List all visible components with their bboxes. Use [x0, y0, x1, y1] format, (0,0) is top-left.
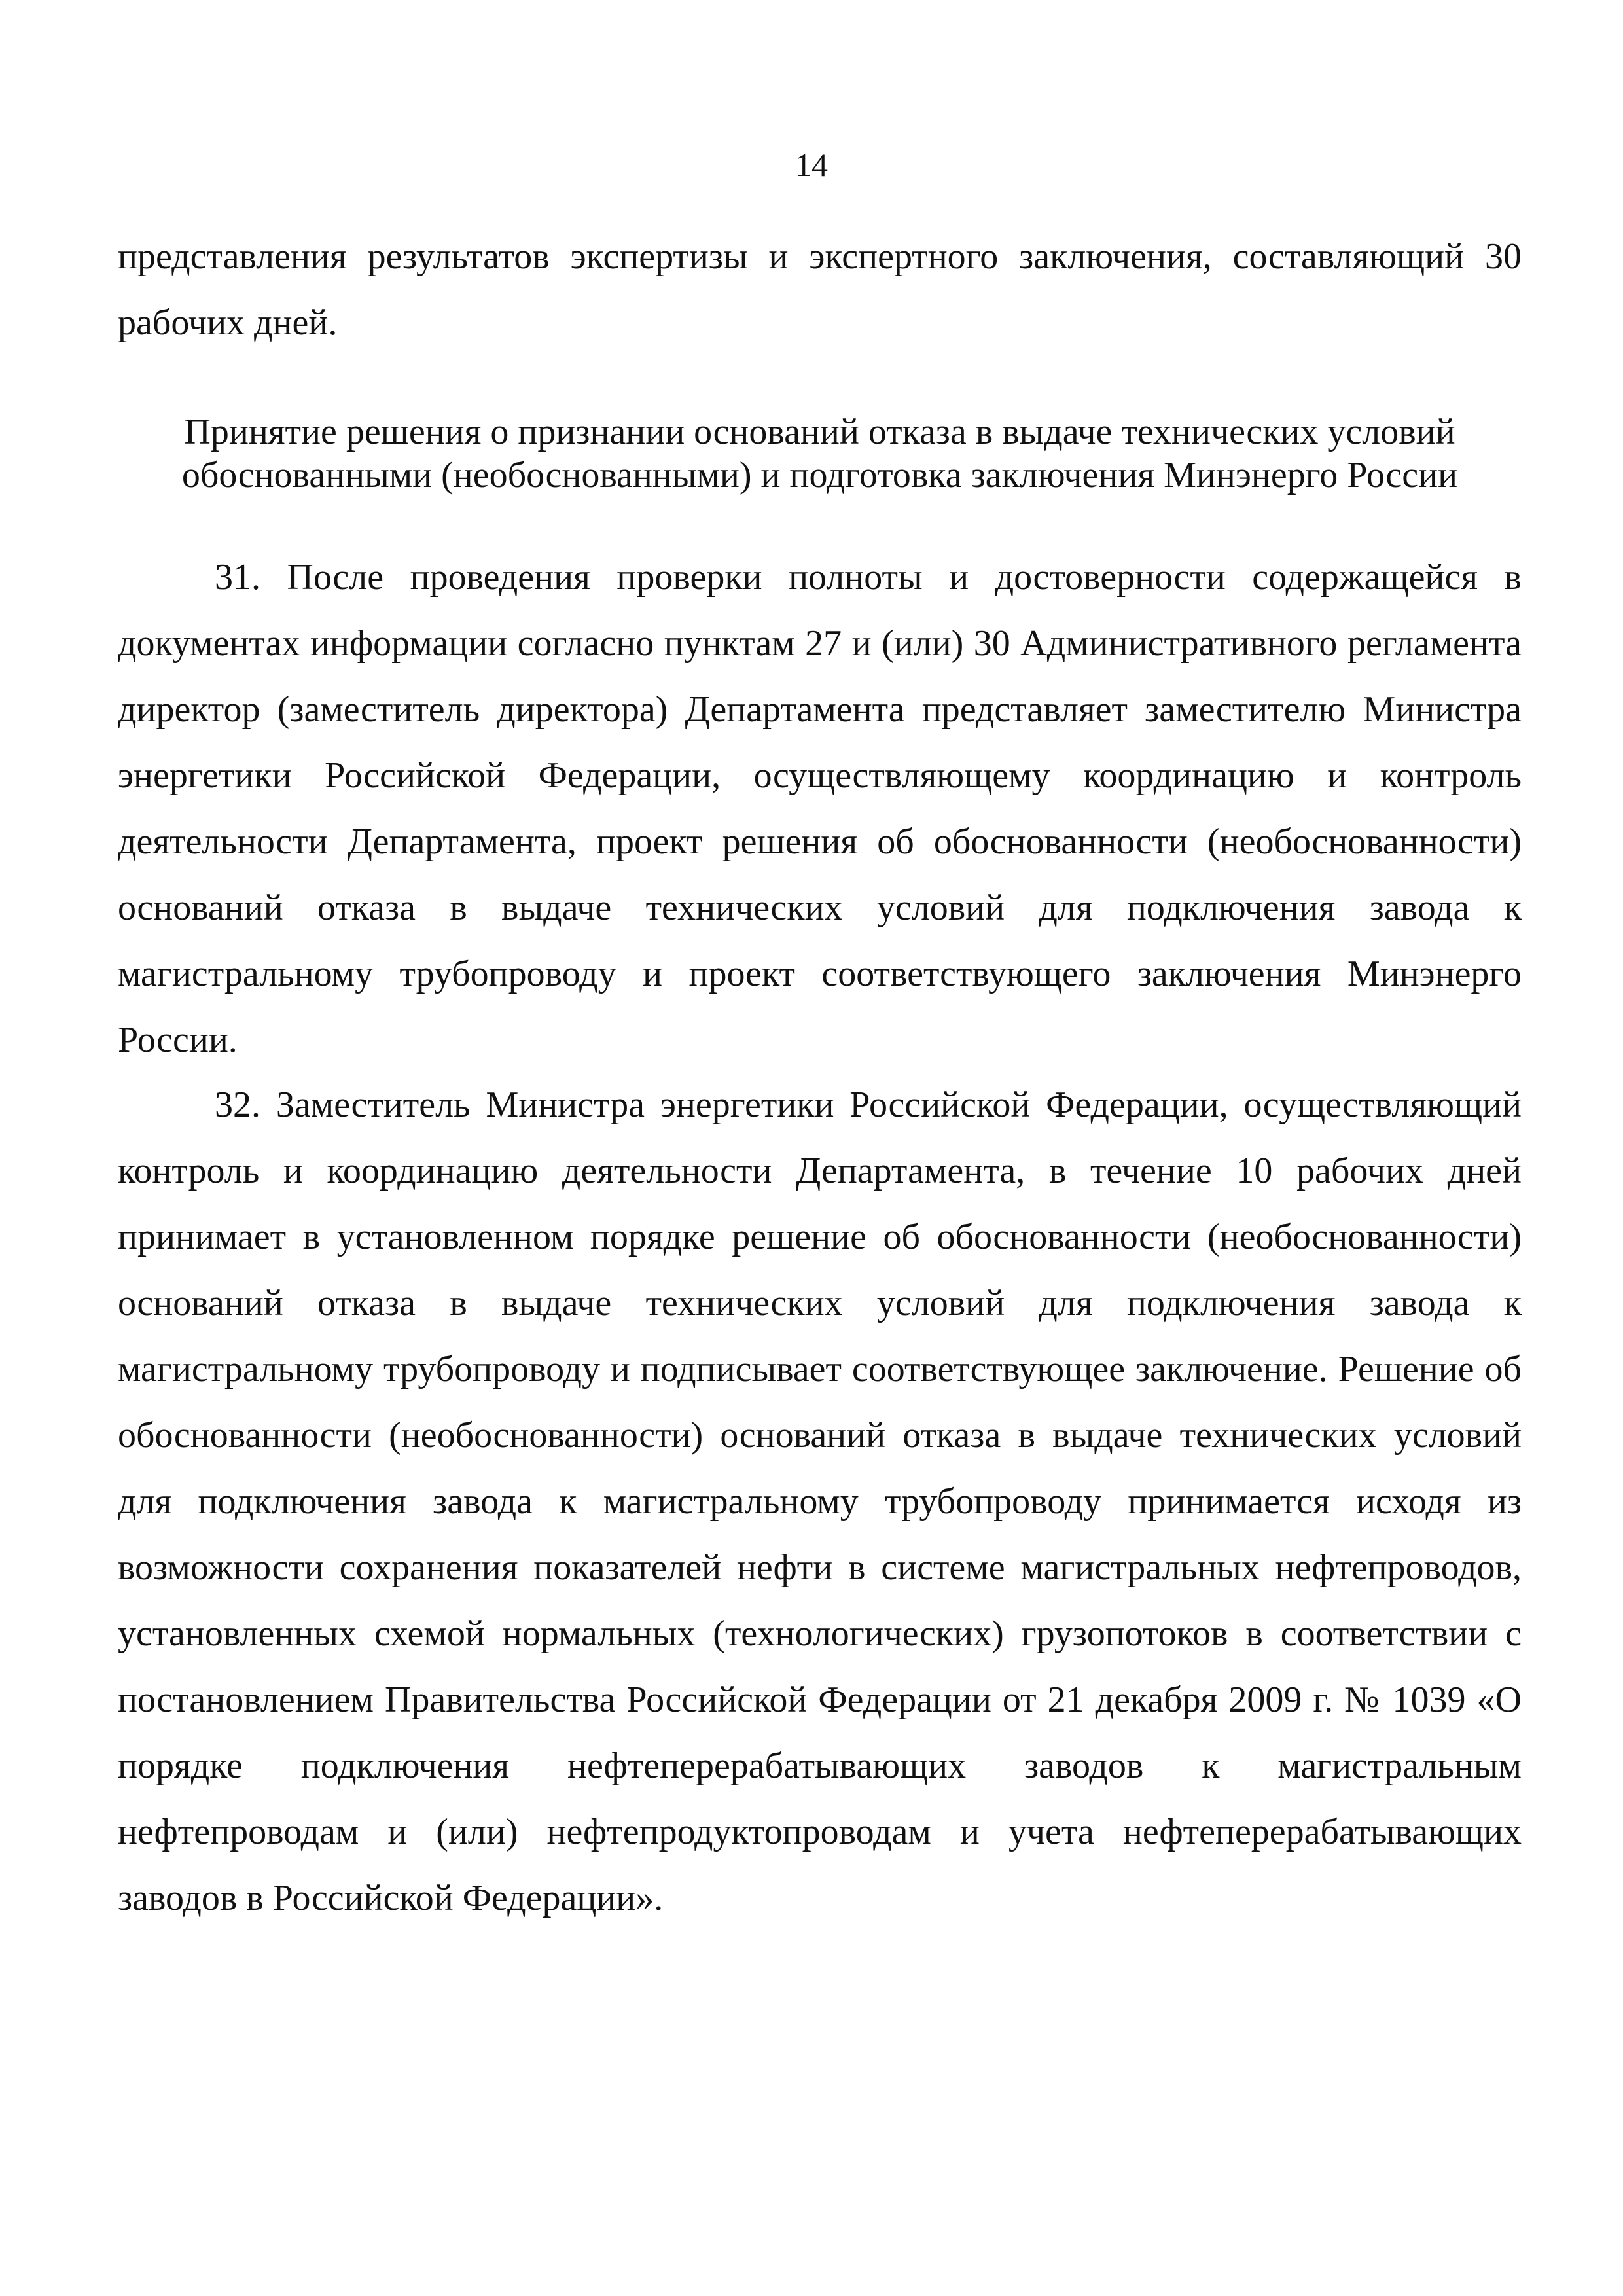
- section-heading-line-1: Принятие решения о признании оснований отказа в выдаче технических условий: [184, 412, 1455, 452]
- paragraph-31: 31. После проведения проверки полноты и достоверности содержащейся в документах информации согласно пунктам 27 и (или) 30 Административного регламента директор (заместитель директора) Департамента представляет заместителю Министра энергетики Российской Федерации, осуществляющему координацию и контроль деятельности Департамента, проект решения об обоснованности (необоснованности) оснований отказа в выдаче технических условий для подключения завода к магистральному трубопроводу и проект соответствующего заключения Минэнерго России.: [118, 557, 1522, 1060]
- page-number: 14: [795, 147, 828, 183]
- section-heading: [118, 410, 1522, 497]
- section-heading-line-2: обоснованными (необоснованными) и подготовка заключения Минэнерго России: [181, 455, 1458, 495]
- paragraph-32: 32. Заместитель Министра энергетики Российской Федерации, осуществляющий контроль и координацию деятельности Департамента, в течение 10 рабочих дней принимает в установленном порядке решение об обоснованности (необоснованности) оснований отказа в выдаче технических условий для подключения завода к магистральному трубопроводу и подписывает соответствующее заключение. Решение об обоснованности (необоснованности) оснований отказа в выдаче технических условий для подключения завода к магистральному трубопроводу принимается исходя из возможности сохранения показателей нефти в системе магистральных нефтепроводов, установленных схемой нормальных (технологических) грузопотоков в соответствии с постановлением Правительства Российской Федерации от 21 декабря 2009 г. № 1039 «О порядке подключения нефтеперерабатывающих заводов к магистральным нефтепроводам и (или) нефтепродуктопроводам и учета нефтеперерабатывающих заводов в Российской Федерации».: [118, 1085, 1522, 1918]
- continuation-paragraph: представления результатов экспертизы и экспертного заключения, составляющий 30 рабочих дней.: [118, 236, 1522, 343]
